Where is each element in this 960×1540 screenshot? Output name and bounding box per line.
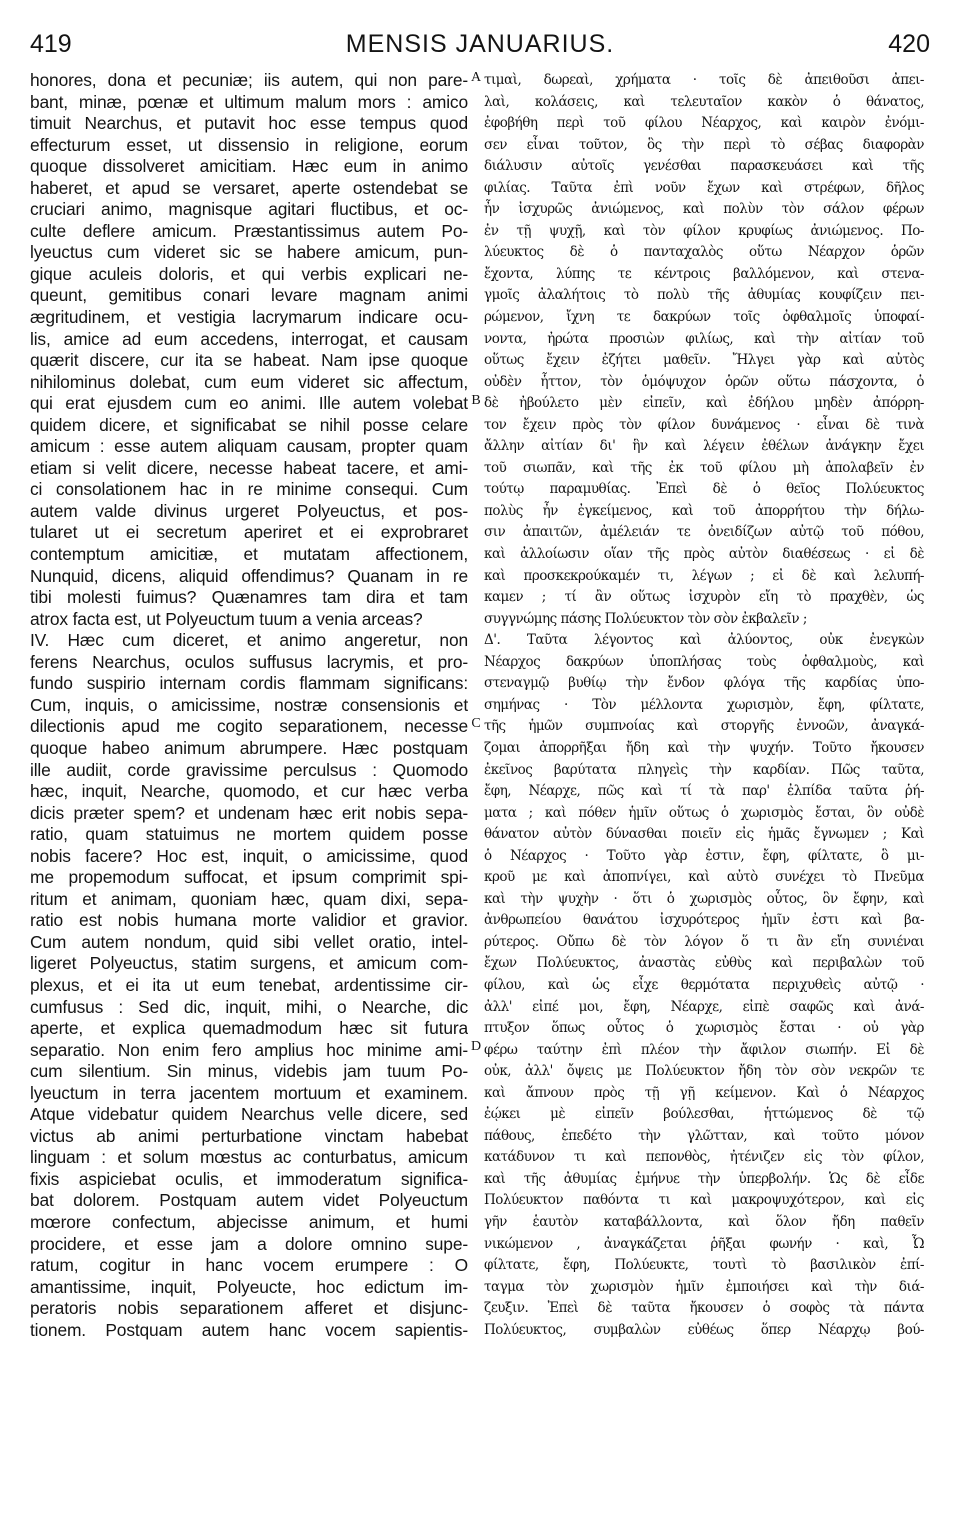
greek-text-line: τον ἔχειν πρὸς τὸν φίλον δυνάμενος · εἶναι δὲ τινὰ xyxy=(484,416,924,433)
latin-text-line: quidem dicere, et significabat se nihil posse celare xyxy=(30,414,468,435)
greek-text-line: φιλίας. Ταῦτα ἐπὶ νοῦν ἔχων καὶ στρέφων, δῆλος xyxy=(484,179,924,196)
latin-text-line: Nunquid, dicens, aliquid offendimus? Quanam in re xyxy=(30,565,468,586)
section-marker-c: C xyxy=(471,716,481,731)
latin-text-line: etiam si velit dicere, necesse habeat tacere, et ami- xyxy=(30,457,468,478)
greek-text-line: ζευξιν. Ἐπεὶ δὲ ταῦτα ἤκουσεν ὁ σοφὸς τὰ πάντα xyxy=(484,1300,924,1317)
greek-text-line: ἐῴκει μὲ εἰπεῖν βούλεσθαι, ἡττώμενος δὲ τῷ xyxy=(484,1106,924,1123)
latin-text-line: cruciari animo, magnisque agitari fluctibus, et oc- xyxy=(30,199,468,220)
latin-text-line: fundo suspirio internam cordis flammam significans: xyxy=(30,673,468,694)
latin-text-line: timuit Nearchus, et putavit hoc esse tempus quod xyxy=(30,113,468,134)
latin-text-line: ratio, quam statuimus ne mortem quidem posse xyxy=(30,824,468,845)
greek-text-line: ρώμενον, ἴχνη τε δακρύων τοῖς ὀφθαλμοῖς ὑποφαί- xyxy=(484,309,924,326)
greek-text-line: Δ'. Ταῦτα λέγοντος καὶ ἀλύοντος, οὐκ ἐνεγκὼν xyxy=(484,632,924,649)
latin-text-line: Atque videbatur quidem Nearchus velle dicere, sed xyxy=(30,1104,468,1125)
greek-text-line: ἔχων Πολύευκτος, ἀναστὰς εὐθὺς καὶ περιβαλὼν τοῦ xyxy=(484,955,924,972)
greek-text-line: ἄλλην αἰτίαν δι' ἣν καὶ λέγειν ἐθέλων ἀνάγκην ἔχει xyxy=(484,438,924,455)
greek-text-line: ἐφοβήθη περὶ τοῦ φίλου Νέαρχος, καὶ καιρὸν ἐνόμι- xyxy=(484,115,924,132)
greek-text-line: νικώμενον , ἀναγκάζεται ῥῆξαι φωνήν · καὶ, Ὦ xyxy=(484,1235,924,1252)
latin-text-line: ci consolationem hac in re minime consequi. Cum xyxy=(30,479,468,500)
greek-text-line: οὐκ, ἀλλ' ὄψεις με Πολύευκτον ἤδη τὸν σὸν νεκρῶν τε xyxy=(484,1063,924,1080)
greek-text-line: Πολύευκτον παθόντα τι καὶ μακροψυχότερον, καὶ εἰς xyxy=(484,1192,924,1209)
latin-text-line: nobis facere? Hoc est, inquit, o amicissime, quod xyxy=(30,845,468,866)
latin-text-line: ægritudinem, et vestigia lacrymarum indicare ocu- xyxy=(30,307,468,328)
greek-text-line: ὁ Νέαρχος · Τοῦτο γὰρ ἐστιν, ἔφη, φίλτατε, ὃ μι- xyxy=(484,847,924,864)
greek-text-line: πολὺς ἦν ἐγκείμενος, καὶ τοῦ ἀπορρήτου τὴν δήλω- xyxy=(484,502,924,519)
latin-text-line: me propemodum suffocat, et ipsum comprimit spi- xyxy=(30,867,468,888)
latin-text-line: Cum, inquis, o amicissime, nostræ consensionis et xyxy=(30,694,468,715)
greek-text-line: Πολύευκτος, συμβαλὼν εὐθέως ὅπερ Νέαρχῳ βού- xyxy=(484,1321,924,1338)
greek-text-line: νοντα, ἠρώτα προσιὼν φιλίως, καὶ τὴν αἰτίαν τοῦ xyxy=(484,330,924,347)
greek-text-line: πτυξον ὅπως οὗτος ὁ χωρισμὸς ἔσται · οὐ γὰρ xyxy=(484,1020,924,1037)
latin-text-line: bat dolorem. Postquam autem videt Polyeuctum xyxy=(30,1190,468,1211)
latin-text-line: qui erat ejusdem cum eo animi. Ille autem volebat xyxy=(30,393,468,414)
greek-text-line: πάθους, ἐπεδέτο τὴν γλῶτταν, καὶ τοῦτο μόνον xyxy=(484,1127,924,1144)
greek-text-line: σιν ἀπαιτῶν, ἀμέλειάν τε ὀνειδίζων αὐτῷ τοῦ πόθου, xyxy=(484,524,924,541)
greek-text-line: ἀνθρωπείου θανάτου ἰσχυρότερος ἡμῖν ἐστι καὶ βα- xyxy=(484,912,924,929)
latin-text-line: dicis præter spem? et undenam hæc erit nobis sepa- xyxy=(30,802,468,823)
greek-text-line: Νέαρχος δακρύων ὑποπλήσας τοὺς ὀφθαλμοὺς, καὶ xyxy=(484,653,924,670)
latin-text-line: atrox facta est, ut Polyeuctum tuum a venia arceas? xyxy=(30,608,423,629)
greek-text-line: γμοῖς ἀλαλήτοις τὸ πολὺ τῆς ἀθυμίας κουφίζειν πει- xyxy=(484,287,924,304)
latin-text-line: amicum : esse autem aliquam causam, propter quam xyxy=(30,436,468,457)
latin-text-line: ratum, cogitur in hanc vocem erumpere : O xyxy=(30,1255,468,1276)
greek-column xyxy=(484,70,924,1341)
latin-text-line: aperte, et explica quemadmodum hæc sit futura xyxy=(30,1018,468,1039)
latin-text-line: autem valde divinus urgeret Polyeuctus, et pos- xyxy=(30,500,468,521)
latin-text-line: victus ab animi perturbatione vinctam habebat xyxy=(30,1125,468,1146)
latin-text-line: tionem. Postquam autem hanc vocem sapientis- xyxy=(30,1319,468,1340)
greek-text-line: σεν εἶναι τοῦτον, ὃς τὴν περὶ τὸ σέβας διαφορὰν xyxy=(484,136,924,153)
latin-text-line: ferens Nearchus, oculos suffusus lacrymis, et pro- xyxy=(30,651,468,672)
greek-text-line: ἦν ἰσχυρῶς ἀνιώμενος, καὶ πολὺν τὸν σάλον φέρων xyxy=(484,201,924,218)
latin-text-line: plexus, et ei ita ut eum tenebat, ardentissime cir- xyxy=(30,974,468,995)
latin-text-line: tibi molesti fuimus? Quænamres tam dira et tam xyxy=(30,587,468,608)
latin-text-line: queunt, gemitibus conari levare magnam animi xyxy=(30,285,468,306)
latin-text-line: quærit discere, cur ita se habeat. Nam ipse quoque xyxy=(30,350,468,371)
greek-text-line: οὐδὲν ἧττον, τὸν ὁμόψυχον ὁρῶν οὕτω πάσχοντα, ὁ xyxy=(484,373,924,390)
greek-text-line: ἐν τῇ ψυχῇ, καὶ τὸν φίλον κρυφίως ἀνιώμενος. Πο- xyxy=(484,222,924,239)
greek-text-line: καὶ ἄπνουν πρὸς τῇ γῇ κείμενον. Καὶ ὁ Νέαρχος xyxy=(484,1084,924,1101)
latin-text-line: quoque dissolveret amicitiam. Hæc eum in animo xyxy=(30,156,468,177)
greek-text-line: ρύτερος. Οὔπω δὲ τὸν λόγον ὅ τι ἂν εἴη συνιέναι xyxy=(484,933,924,950)
greek-text-line: ἔφη, Νέαρχε, πῶς καὶ τί τὰ παρ' ἐλπίδα ταῦτα ῥή- xyxy=(484,783,924,800)
latin-text-line: quoque habeo animum abrumpere. Hæc postquam xyxy=(30,737,468,758)
greek-text-line: ἔχοντα, λύπης τε κέντροις βαλλόμενον, καὶ στενα- xyxy=(484,265,924,282)
latin-text-line: nihilominus dolebat, cum eum videret sic affectum, xyxy=(30,371,468,392)
greek-text-line: τοῦ σιωπᾶν, καὶ τῆς ἐκ τοῦ φίλου μὴ ἀπολαβεῖν ἐν xyxy=(484,459,924,476)
section-marker-d: D xyxy=(470,1039,482,1054)
greek-text-line: καὶ προσκεκρούκαμέν τι, λέγων ; εἰ δὲ καὶ λελυπή- xyxy=(484,567,924,584)
latin-text-line: tularet ut ei secretum aperiret et ei exprobraret xyxy=(30,522,468,543)
greek-text-line: ἐκεῖνος βαρύτατα πληγεὶς τὴν καρδίαν. Πῶς ταῦτα, xyxy=(484,761,924,778)
latin-text-line: ligeret Polyeuctus, statim surgens, et amicum com- xyxy=(30,953,468,974)
greek-text-line: καὶ τὴν ψυχὴν · ὅτι ὁ χωρισμὸς οὗτος, ὃν ἔφην, καὶ xyxy=(484,890,924,907)
page-number-right: 420 xyxy=(888,30,930,58)
latin-text-line: culte deflere amicum. Præstantissimus autem Po- xyxy=(30,220,468,241)
greek-text-line: φίλτατε, ἔφη, Πολύευκτε, τουτὶ τὸ βασιλικὸν ἐπί- xyxy=(484,1257,924,1274)
running-title: MENSIS JANUARIUS. xyxy=(345,30,615,58)
page-number-left: 419 xyxy=(30,30,72,58)
greek-text-line: λύευκτος δὲ ὁ πανταχαλὸς οὕτω Νέαρχον ὁρῶν xyxy=(484,244,924,261)
latin-text-line: Cum autem nondum, quid sibi vellet oratio, intel- xyxy=(30,931,468,952)
latin-text-line: procidere, et esse jam a dolore omnino supe- xyxy=(30,1233,468,1254)
latin-text-line: gique aculeis doloris, et qui verbis explicari ne- xyxy=(30,263,468,284)
greek-text-line: στεναγμῷ βυθίῳ τὴν ἔνδον φλόγα τῆς καρδίας ὑπο- xyxy=(484,675,924,692)
greek-text-line: κροῦ με καὶ ἀποπνίγει, καὶ αὐτὸ συνέχει τὸ Πνεῦμα xyxy=(484,869,924,886)
greek-text-line: θάνατον αὐτὸν δύνασθαι ποιεῖν εἰς ἡμᾶς ἔγνωμεν ; Καὶ xyxy=(484,826,924,843)
latin-text-line: bant, minæ, pœnæ et ultimum malum mors : amico xyxy=(30,91,468,112)
latin-text-line: separatio. Non enim fero amplius hoc minime ami- xyxy=(30,1039,468,1060)
greek-text-line: τιμαὶ, δωρεαὶ, χρήματα · τοῖς δὲ ἀπειθοῦσι ἀπει- xyxy=(484,72,924,88)
greek-text-line: ἀλλ' εἰπέ μοι, ἔφη, Νέαρχε, εἰπὲ σαφῶς καὶ ἀνά- xyxy=(484,998,924,1015)
latin-text-line: mœrore confectum, abjecisse animum, et humi xyxy=(30,1211,468,1232)
greek-text-line: συγγνώμης πάσης Πολύευκτον τὸν σὸν ἐκβαλεῖν ; xyxy=(484,610,807,627)
latin-text-line: cumfusus : Sed dic, inquit, mihi, o Nearche, dic xyxy=(30,996,468,1017)
latin-text-line: ille audiit, corde gravissime perculsus : Quomodo xyxy=(30,759,468,780)
latin-text-line: IV. Hæc cum diceret, et animo angeretur, non xyxy=(30,630,468,651)
greek-text-line: ματα ; καὶ πόθεν ἡμῖν οὕτως ὁ χωρισμὸς ἔσται, ὃν οὐδὲ xyxy=(484,804,924,821)
greek-text-line: γῆν ἑαυτὸν καταβάλλοντα, καὶ ὅλον ἤδη παθεῖν xyxy=(484,1213,924,1230)
latin-text-line: linguam : et solum mœstus ac conturbatus, amicum xyxy=(30,1147,468,1168)
greek-text-line: φέρω ταύτην ἐπὶ πλέον τὴν ἄφιλον σιωπήν. Εἰ δὲ xyxy=(484,1041,924,1058)
section-marker-b: B xyxy=(471,393,481,408)
greek-text-line: λαὶ, κολάσεις, καὶ τελευταῖον κακὸν ὁ θάνατος, xyxy=(484,93,924,110)
greek-text-line: καὶ ἀλλοίωσιν οἵαν τῆς πρὸς αὐτὸν διαθέσεως · εἰ δὲ xyxy=(484,546,924,563)
latin-text-line: ratio est nobis humana morte validior et gravior. xyxy=(30,910,468,931)
greek-text-line: σημήνας · Τὸν μέλλοντα χωρισμὸν, ἔφη, φίλτατε, xyxy=(484,696,924,713)
latin-text-line: lis, amice ad eum accedens, interrogat, et causam xyxy=(30,328,468,349)
section-marker-a: A xyxy=(470,70,482,85)
latin-text-line: haberet, et apud se versaret, aperte ostendebat se xyxy=(30,177,468,198)
greek-text-line: ταγμα τὸν χωρισμὸν ἡμῖν ἐμποιήσει καὶ τὴν διά- xyxy=(484,1278,924,1295)
greek-text-line: τῆς ἡμῶν συμπνοίας καὶ στοργῆς ἐννοῶν, ἀναγκά- xyxy=(484,718,924,735)
latin-text-line: dilectionis apud me cogito separationem, necesse xyxy=(30,716,468,737)
latin-text-line: hæc, inquit, Nearche, quomodo, et cur hæc verba xyxy=(30,781,468,802)
latin-text-line: lyeuctus cum videret sic se habere amicum, pun- xyxy=(30,242,468,263)
greek-text-line: καὶ τῆς ἀθυμίας ἐμήνυε τὴν ὑπερβολήν. Ὡς δὲ εἶδε xyxy=(484,1170,924,1187)
greek-text-line: καμεν ; τί ἂν οὕτως ἰσχυρὸν εἴη τὸ πραχθὲν, ὡς xyxy=(484,589,924,606)
latin-text-line: lyeuctum in terra jacentem mortuum et examinem. xyxy=(30,1082,468,1103)
latin-column xyxy=(30,70,468,1341)
greek-text-line: κατάδυνον τι καὶ πεπονθὸς, ἠτένιζεν εἰς τὸν φίλον, xyxy=(484,1149,924,1166)
latin-text-line: peratoris nobis separationem afferet et disjunc- xyxy=(30,1298,468,1319)
latin-text-line: cum silentium. Sin minus, videbis jam tuum Po- xyxy=(30,1061,468,1082)
running-header xyxy=(30,30,930,66)
latin-text-line: honores, dona et pecuniæ; iis autem, qui non pare- xyxy=(30,70,468,90)
greek-text-line: δὲ ἠβούλετο μὲν εἰπεῖν, καὶ ἐδήλου μηδὲν ἀπόρρη- xyxy=(484,395,924,412)
greek-text-line: φίλου, καὶ ὡς εἶχε θερμότατα περιχυθεὶς αὐτῷ · xyxy=(484,976,924,993)
latin-text-line: amantissime, inquit, Polyeucte, hoc edictum im- xyxy=(30,1276,468,1297)
latin-text-line: ritum et animam, quoniam hæc, quam dixi, sepa- xyxy=(30,888,468,909)
greek-text-line: οὕτως ἔχειν ἐζήτει μαθεῖν. Ἤλγει γὰρ καὶ αὐτὸς xyxy=(484,352,924,369)
latin-text-line: contemptum amicitiæ, et mutatam affectionem, xyxy=(30,544,468,565)
greek-text-line: τούτῳ παραμυθίας. Ἐπεὶ δὲ ὁ θεῖος Πολύευκτος xyxy=(484,481,924,498)
greek-text-line: διάλυσιν αὐτοῖς γενέσθαι παρασκευάσει καὶ τῆς xyxy=(484,158,924,175)
greek-text-line: ζομαι ἀπορρῆξαι ἤδη καὶ τὴν ψυχήν. Τοῦτο ἤκουσεν xyxy=(484,739,924,756)
latin-text-line: fixis aspiciebat oculis, et immoderatum significa- xyxy=(30,1168,468,1189)
latin-text-line: effecturum esset, ut dissensio in religione, eorum xyxy=(30,134,468,155)
